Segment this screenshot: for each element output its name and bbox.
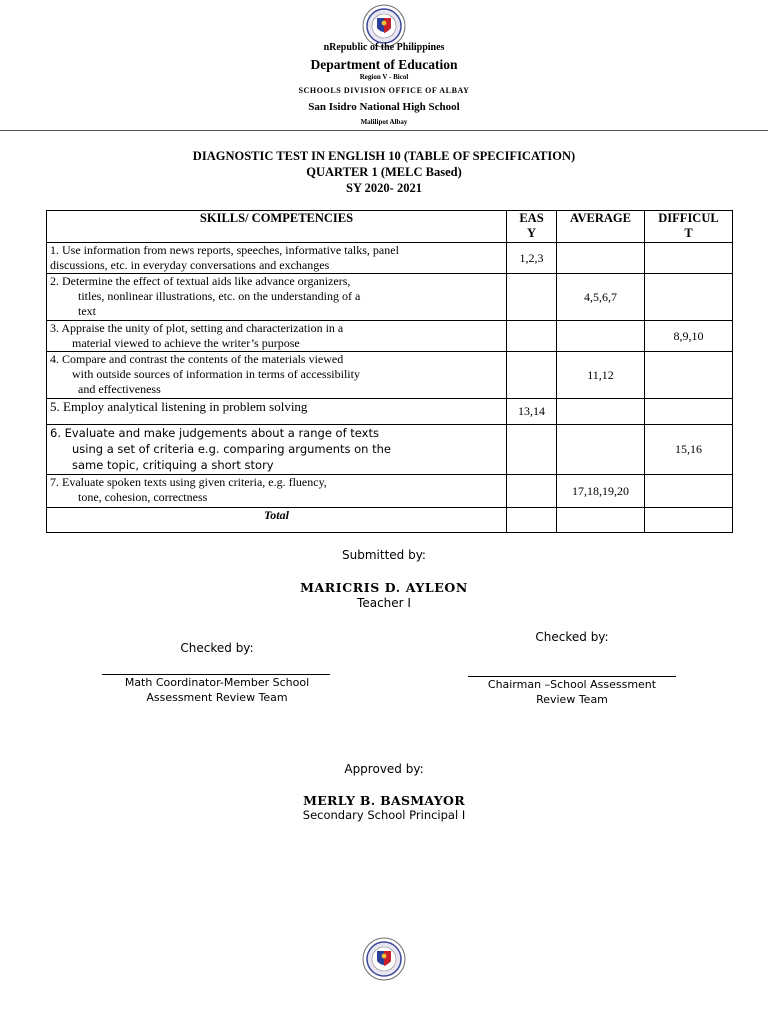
table-row xyxy=(47,399,733,425)
header-division: SCHOOLS DIVISION OFFICE OF ALBAY xyxy=(298,86,470,95)
teacher-name: MARICRIS D. AYLEON xyxy=(300,580,468,595)
easy-cell: 13,14 xyxy=(507,399,557,425)
table-row xyxy=(47,425,733,475)
average-cell xyxy=(557,425,645,475)
difficult-cell: 8,9,10 xyxy=(645,321,733,352)
difficult-cell xyxy=(645,274,733,321)
total-row xyxy=(47,508,733,533)
doc-school-year: SY 2020- 2021 xyxy=(346,181,422,195)
average-total-cell xyxy=(557,508,645,533)
competency-cell: 4. Compare and contrast the contents of the materials viewed with outside sources of information in terms of accessibility and effectiveness xyxy=(47,352,507,399)
average-cell xyxy=(557,399,645,425)
approved-by-label: Approved by: xyxy=(344,762,424,776)
doc-quarter: QUARTER 1 (MELC Based) xyxy=(306,165,462,179)
header-difficult: DIFFICUL T xyxy=(645,211,733,243)
easy-cell xyxy=(507,274,557,321)
checker-right-role: Chairman –School Assessment Review Team xyxy=(487,678,657,706)
difficult-cell xyxy=(645,352,733,399)
header-republic: nRepublic of the Philippines xyxy=(323,42,445,53)
total-label: Total xyxy=(47,508,507,533)
competency-cell: 5. Employ analytical listening in problem solving xyxy=(47,399,507,425)
average-cell: 4,5,6,7 xyxy=(557,274,645,321)
header-average: AVERAGE xyxy=(557,211,645,243)
submitted-by-label: Submitted by: xyxy=(342,548,426,562)
competency-cell: 3. Appraise the unity of plot, setting and characterization in a material viewed to achieve the writer’s purpose xyxy=(47,321,507,352)
easy-cell xyxy=(507,425,557,475)
checked-by-right-label: Checked by: xyxy=(535,630,609,644)
header-easy: EAS Y xyxy=(507,211,557,243)
header-region: Region V - Bicol xyxy=(359,73,409,81)
difficult-cell xyxy=(645,399,733,425)
competency-cell: 2. Determine the effect of textual aids like advance organizers, titles, nonlinear illustrations, etc. on the understanding of a text xyxy=(47,274,507,321)
difficult-cell xyxy=(645,475,733,508)
table-row xyxy=(47,274,733,321)
easy-cell xyxy=(507,321,557,352)
header-department: Department of Education xyxy=(310,57,458,72)
difficult-cell: 15,16 xyxy=(645,425,733,475)
easy-cell: 1,2,3 xyxy=(507,243,557,274)
header-divider xyxy=(0,130,768,131)
checked-by-left-label: Checked by: xyxy=(180,641,254,655)
easy-total-cell xyxy=(507,508,557,533)
principal-role: Secondary School Principal I xyxy=(302,808,466,822)
easy-cell xyxy=(507,475,557,508)
difficult-cell xyxy=(645,243,733,274)
competency-cell: 7. Evaluate spoken texts using given criteria, e.g. fluency, tone, cohesion, correctness xyxy=(47,475,507,508)
header-skills: SKILLS/ COMPETENCIES xyxy=(47,211,507,243)
doc-title: DIAGNOSTIC TEST IN ENGLISH 10 (TABLE OF SPECIFICATION) xyxy=(192,149,576,163)
difficult-total-cell xyxy=(645,508,733,533)
competency-cell: 1. Use information from news reports, speeches, informative talks, panel discussions, etc. in everyday conversations and exchanges xyxy=(47,243,507,274)
table-header-row xyxy=(47,211,733,243)
checker-left-role: Math Coordinator-Member School Assessment Review Team xyxy=(124,676,310,704)
competency-cell: 6. Evaluate and make judgements about a range of texts using a set of criteria e.g. comparing arguments on the same topic, critiquing a short story xyxy=(47,425,507,475)
principal-name: MERLY B. BASMAYOR xyxy=(303,793,465,808)
table-row xyxy=(47,352,733,399)
deped-seal-icon xyxy=(362,937,406,981)
average-cell: 11,12 xyxy=(557,352,645,399)
specification-table xyxy=(46,210,733,533)
table-row xyxy=(47,243,733,274)
teacher-role: Teacher I xyxy=(357,596,411,610)
table-row xyxy=(47,475,733,508)
header-location: Malilipot Albay xyxy=(360,118,408,126)
average-cell: 17,18,19,20 xyxy=(557,475,645,508)
average-cell xyxy=(557,243,645,274)
average-cell xyxy=(557,321,645,352)
easy-cell xyxy=(507,352,557,399)
header-school: San Isidro National High School xyxy=(308,101,460,113)
table-row xyxy=(47,321,733,352)
